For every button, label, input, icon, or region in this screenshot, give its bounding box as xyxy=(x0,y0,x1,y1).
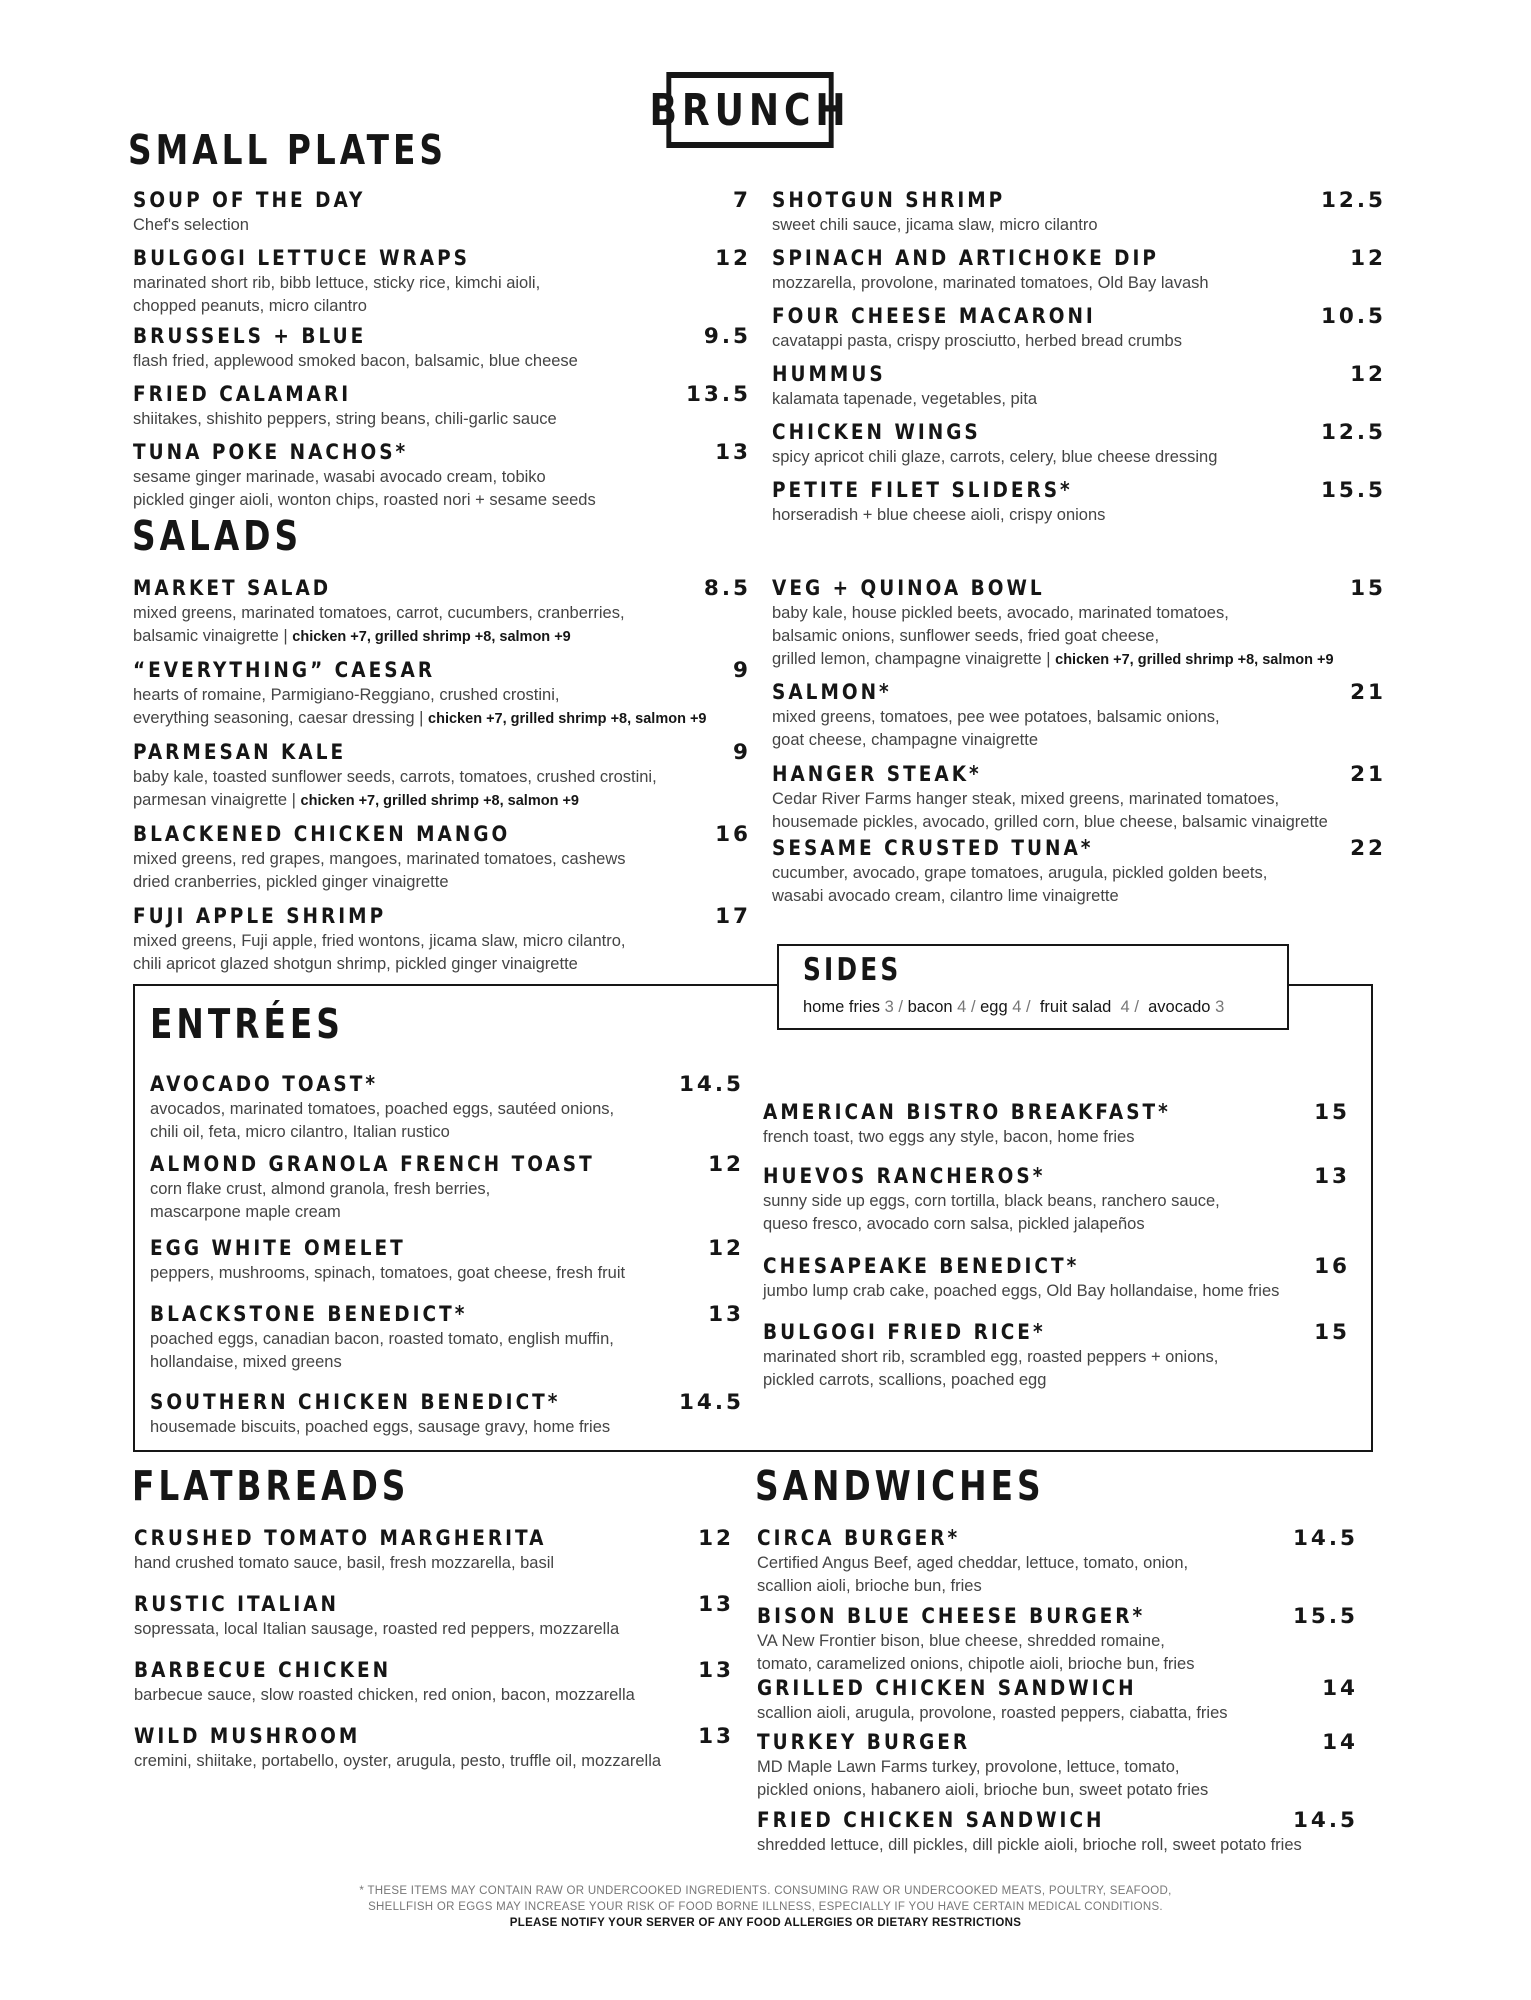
menu-item xyxy=(133,382,751,430)
menu-item-name: BRUSSELS + BLUE xyxy=(133,324,367,349)
menu-item-description: parmesan vinaigrette | chicken +7, grilled shrimp +8, salmon +9 xyxy=(133,791,579,809)
menu-item-description: baby kale, house pickled beets, avocado, marinated tomatoes, xyxy=(772,604,1229,622)
menu-item xyxy=(763,1320,1350,1391)
menu-item-description: french toast, two eggs any style, bacon, home fries xyxy=(763,1128,1135,1146)
menu-item-price: 12.5 xyxy=(1320,420,1386,445)
menu-item-name: ALMOND GRANOLA FRENCH TOAST xyxy=(150,1152,595,1177)
menu-item-description: pickled ginger aioli, wonton chips, roasted nori + sesame seeds xyxy=(133,491,596,509)
menu-item xyxy=(133,188,751,236)
menu-item xyxy=(133,576,751,648)
salads-heading: SALADS xyxy=(132,512,303,560)
menu-item-description: marinated short rib, bibb lettuce, sticky rice, kimchi aioli, xyxy=(133,274,541,292)
menu-item-description: shredded lettuce, dill pickles, dill pickle aioli, brioche roll, sweet potato fries xyxy=(757,1836,1302,1854)
menu-item-price: 12 xyxy=(698,1526,734,1551)
menu-item-name: SOUP OF THE DAY xyxy=(133,188,366,213)
menu-item-price: 15.5 xyxy=(1320,478,1386,503)
menu-item-name: CIRCA BURGER* xyxy=(757,1526,961,1551)
menu-item-description: Chef's selection xyxy=(133,216,249,234)
menu-item-price: 21 xyxy=(1350,762,1386,787)
footer-disclaimer xyxy=(0,1883,1531,1931)
menu-item-description: sweet chili sauce, jicama slaw, micro cilantro xyxy=(772,216,1098,234)
menu-item-name: BLACKENED CHICKEN MANGO xyxy=(133,822,511,847)
menu-item-description: wasabi avocado cream, cilantro lime vinaigrette xyxy=(772,887,1119,905)
menu-item-description: mozzarella, provolone, marinated tomatoes, Old Bay lavash xyxy=(772,274,1209,292)
menu-item-name: “EVERYTHING” CAESAR xyxy=(133,658,436,683)
menu-item-price: 13 xyxy=(708,1302,744,1327)
menu-item-description: pickled onions, habanero aioli, brioche bun, sweet potato fries xyxy=(757,1781,1209,1799)
menu-item-name: SHOTGUN SHRIMP xyxy=(772,188,1006,213)
menu-item-description: everything seasoning, caesar dressing | chicken +7, grilled shrimp +8, salmon +9 xyxy=(133,709,707,727)
menu-item-price: 12 xyxy=(708,1236,744,1261)
menu-item-description: hand crushed tomato sauce, basil, fresh mozzarella, basil xyxy=(134,1554,555,1572)
menu-item-name: FRIED CALAMARI xyxy=(133,382,352,407)
menu-item-price: 9 xyxy=(733,658,751,683)
menu-item xyxy=(772,680,1386,751)
menu-item-name: BULGOGI FRIED RICE* xyxy=(763,1320,1046,1345)
menu-item xyxy=(757,1604,1358,1675)
menu-item xyxy=(757,1526,1358,1597)
menu-item-price: 22 xyxy=(1350,836,1386,861)
menu-item-price: 16 xyxy=(715,822,751,847)
menu-item xyxy=(757,1730,1358,1801)
menu-item xyxy=(772,762,1386,833)
menu-item-name: RUSTIC ITALIAN xyxy=(134,1592,340,1617)
menu-item-description: mixed greens, Fuji apple, fried wontons, jicama slaw, micro cilantro, xyxy=(133,932,626,950)
footer-allergy-notice: PLEASE NOTIFY YOUR SERVER OF ANY FOOD ALLERGIES OR DIETARY RESTRICTIONS xyxy=(509,1917,1022,1929)
menu-item-price: 13 xyxy=(715,440,751,465)
menu-item-description: housemade pickles, avocado, grilled corn, blue cheese, balsamic vinaigrette xyxy=(772,813,1328,831)
menu-item-price: 13 xyxy=(698,1724,734,1749)
menu-item-description: baby kale, toasted sunflower seeds, carrots, tomatoes, crushed crostini, xyxy=(133,768,657,786)
menu-item-description: cavatappi pasta, crispy prosciutto, herbed bread crumbs xyxy=(772,332,1182,350)
menu-item-description: tomato, caramelized onions, chipotle aioli, brioche bun, fries xyxy=(757,1655,1195,1673)
menu-item-description: chili oil, feta, micro cilantro, Italian rustico xyxy=(150,1123,450,1141)
menu-item xyxy=(133,440,751,511)
menu-item-description: mixed greens, tomatoes, pee wee potatoes, balsamic onions, xyxy=(772,708,1220,726)
menu-item-name: WILD MUSHROOM xyxy=(134,1724,361,1749)
menu-item-name: BARBECUE CHICKEN xyxy=(134,1658,392,1683)
menu-item-description: corn flake crust, almond granola, fresh berries, xyxy=(150,1180,491,1198)
menu-item xyxy=(134,1526,734,1574)
sides-heading: SIDES xyxy=(803,952,902,988)
entrees-heading: ENTRÉES xyxy=(150,1000,344,1048)
menu-item-description: spicy apricot chili glaze, carrots, celery, blue cheese dressing xyxy=(772,448,1218,466)
menu-item-price: 9.5 xyxy=(703,324,751,349)
menu-item-name: MARKET SALAD xyxy=(133,576,332,601)
menu-item-description: MD Maple Lawn Farms turkey, provolone, lettuce, tomato, xyxy=(757,1758,1180,1776)
menu-item-description: queso fresco, avocado corn salsa, pickled jalapeños xyxy=(763,1215,1145,1233)
menu-item-name: CHESAPEAKE BENEDICT* xyxy=(763,1254,1080,1279)
menu-item-description: Cedar River Farms hanger steak, mixed greens, marinated tomatoes, xyxy=(772,790,1280,808)
menu-item-description: shiitakes, shishito peppers, string beans, chili-garlic sauce xyxy=(133,410,557,428)
menu-item-price: 14.5 xyxy=(678,1072,744,1097)
menu-item-description: avocados, marinated tomatoes, poached eggs, sautéed onions, xyxy=(150,1100,615,1118)
menu-item-name: AVOCADO TOAST* xyxy=(150,1072,379,1097)
menu-item xyxy=(772,246,1386,294)
menu-item-name: AMERICAN BISTRO BREAKFAST* xyxy=(763,1100,1171,1125)
menu-item-description: dried cranberries, pickled ginger vinaigrette xyxy=(133,873,449,891)
menu-item-name: SOUTHERN CHICKEN BENEDICT* xyxy=(150,1390,561,1415)
side-item: home fries 3 / xyxy=(803,998,903,1016)
footer-line: * THESE ITEMS MAY CONTAIN RAW OR UNDERCOOKED INGREDIENTS. CONSUMING RAW OR UNDERCOOKED MEATS, POULTRY, SEAFOOD, xyxy=(359,1885,1172,1897)
menu-item xyxy=(150,1302,744,1373)
menu-item xyxy=(134,1658,734,1706)
menu-item-price: 16 xyxy=(1314,1254,1350,1279)
menu-item-name: HUMMUS xyxy=(772,362,886,387)
menu-item-description: grilled lemon, champagne vinaigrette | chicken +7, grilled shrimp +8, salmon +9 xyxy=(772,650,1334,668)
side-item: fruit salad 4 / xyxy=(1039,998,1139,1016)
menu-item-price: 14 xyxy=(1322,1730,1358,1755)
sides-box xyxy=(777,944,1289,1030)
menu-item xyxy=(150,1072,744,1143)
menu-item xyxy=(763,1164,1350,1235)
menu-item xyxy=(133,904,751,975)
menu-item xyxy=(133,324,751,372)
menu-item-description: sopressata, local Italian sausage, roasted red peppers, mozzarella xyxy=(134,1620,620,1638)
menu-item xyxy=(772,576,1386,671)
menu-item-description: cremini, shiitake, portabello, oyster, arugula, pesto, truffle oil, mozzarella xyxy=(134,1752,662,1770)
menu-item-description: flash fried, applewood smoked bacon, balsamic, blue cheese xyxy=(133,352,578,370)
menu-item-price: 14.5 xyxy=(1292,1808,1358,1833)
menu-item-description: kalamata tapenade, vegetables, pita xyxy=(772,390,1038,408)
menu-item-description: pickled carrots, scallions, poached egg xyxy=(763,1371,1047,1389)
menu-item-description: chopped peanuts, micro cilantro xyxy=(133,297,367,315)
menu-item-description: hearts of romaine, Parmigiano-Reggiano, crushed crostini, xyxy=(133,686,560,704)
menu-item-description: jumbo lump crab cake, poached eggs, Old Bay hollandaise, home fries xyxy=(763,1282,1280,1300)
menu-item-price: 21 xyxy=(1350,680,1386,705)
menu-item xyxy=(772,362,1386,410)
menu-item-name: HANGER STEAK* xyxy=(772,762,982,787)
menu-item xyxy=(757,1808,1358,1856)
menu-item-name: FRIED CHICKEN SANDWICH xyxy=(757,1808,1105,1833)
menu-title: BRUNCH xyxy=(666,72,833,148)
menu-item-price: 12 xyxy=(1350,246,1386,271)
menu-item-description: balsamic vinaigrette | chicken +7, grilled shrimp +8, salmon +9 xyxy=(133,627,571,645)
menu-item-name: PARMESAN KALE xyxy=(133,740,347,765)
menu-item-price: 8.5 xyxy=(703,576,751,601)
menu-item-name: TURKEY BURGER xyxy=(757,1730,971,1755)
protein-addons: chicken +7, grilled shrimp +8, salmon +9 xyxy=(292,629,571,645)
menu-item-description: scallion aioli, brioche bun, fries xyxy=(757,1577,982,1595)
menu-item xyxy=(133,740,751,812)
menu-item-name: FOUR CHEESE MACARONI xyxy=(772,304,1096,329)
menu-item-price: 9 xyxy=(733,740,751,765)
menu-item-price: 12 xyxy=(715,246,751,271)
menu-item xyxy=(133,822,751,893)
menu-item-name: PETITE FILET SLIDERS* xyxy=(772,478,1073,503)
menu-item-description: housemade biscuits, poached eggs, sausage gravy, home fries xyxy=(150,1418,611,1436)
menu-item-description: poached eggs, canadian bacon, roasted tomato, english muffin, xyxy=(150,1330,614,1348)
menu-item-description: sunny side up eggs, corn tortilla, black beans, ranchero sauce, xyxy=(763,1192,1220,1210)
menu-item-name: EGG WHITE OMELET xyxy=(150,1236,406,1261)
menu-item-price: 13 xyxy=(698,1658,734,1683)
menu-item-name: BULGOGI LETTUCE WRAPS xyxy=(133,246,471,271)
menu-item-price: 14.5 xyxy=(1292,1526,1358,1551)
protein-addons: chicken +7, grilled shrimp +8, salmon +9 xyxy=(428,711,707,727)
menu-item-description: hollandaise, mixed greens xyxy=(150,1353,342,1371)
menu-item-name: FUJI APPLE SHRIMP xyxy=(133,904,387,929)
menu-item-name: SALMON* xyxy=(772,680,892,705)
menu-item-description: cucumber, avocado, grape tomatoes, arugula, pickled golden beets, xyxy=(772,864,1268,882)
sides-list xyxy=(803,998,1224,1017)
menu-item-price: 12 xyxy=(708,1152,744,1177)
menu-item-price: 15.5 xyxy=(1292,1604,1358,1629)
menu-item-description: peppers, mushrooms, spinach, tomatoes, goat cheese, fresh fruit xyxy=(150,1264,626,1282)
menu-item-description: balsamic onions, sunflower seeds, fried goat cheese, xyxy=(772,627,1160,645)
menu-item-price: 15 xyxy=(1314,1100,1350,1125)
flatbreads-heading: FLATBREADS xyxy=(132,1462,410,1510)
menu-item xyxy=(133,246,751,317)
menu-item-price: 14 xyxy=(1322,1676,1358,1701)
menu-item xyxy=(772,420,1386,468)
side-item: avocado 3 xyxy=(1148,998,1225,1016)
menu-item-name: GRILLED CHICKEN SANDWICH xyxy=(757,1676,1137,1701)
protein-addons: chicken +7, grilled shrimp +8, salmon +9 xyxy=(1055,652,1334,668)
menu-item-description: sesame ginger marinade, wasabi avocado cream, tobiko xyxy=(133,468,546,486)
menu-item-name: SPINACH AND ARTICHOKE DIP xyxy=(772,246,1159,271)
menu-item-description: scallion aioli, arugula, provolone, roasted peppers, ciabatta, fries xyxy=(757,1704,1228,1722)
menu-item-description: barbecue sauce, slow roasted chicken, red onion, bacon, mozzarella xyxy=(134,1686,635,1704)
menu-item xyxy=(772,478,1386,526)
menu-item-name: CHICKEN WINGS xyxy=(772,420,981,445)
menu-item-name: VEG + QUINOA BOWL xyxy=(772,576,1045,601)
menu-item xyxy=(772,836,1386,907)
menu-item-price: 17 xyxy=(715,904,751,929)
menu-item-price: 12.5 xyxy=(1320,188,1386,213)
menu-item-price: 13 xyxy=(698,1592,734,1617)
menu-item xyxy=(772,188,1386,236)
menu-item-price: 15 xyxy=(1350,576,1386,601)
menu-item-price: 7 xyxy=(733,188,751,213)
menu-item-description: marinated short rib, scrambled egg, roasted peppers + onions, xyxy=(763,1348,1219,1366)
menu-item xyxy=(150,1390,744,1438)
footer-line: SHELLFISH OR EGGS MAY INCREASE YOUR RISK OF FOOD BORNE ILLNESS, ESPECIALLY IF YOU HAVE CERTAIN MEDICAL CONDITIONS. xyxy=(368,1901,1163,1913)
menu-item-name: BLACKSTONE BENEDICT* xyxy=(150,1302,468,1327)
menu-item-name: HUEVOS RANCHEROS* xyxy=(763,1164,1046,1189)
side-item: bacon 4 / xyxy=(907,998,976,1016)
protein-addons: chicken +7, grilled shrimp +8, salmon +9 xyxy=(300,793,579,809)
menu-item xyxy=(763,1254,1350,1302)
menu-item-description: horseradish + blue cheese aioli, crispy onions xyxy=(772,506,1106,524)
small-plates-heading: SMALL PLATES xyxy=(128,126,448,174)
sandwiches-heading: SANDWICHES xyxy=(755,1462,1045,1510)
menu-item-name: BISON BLUE CHEESE BURGER* xyxy=(757,1604,1146,1629)
menu-item xyxy=(763,1100,1350,1148)
menu-item xyxy=(772,304,1386,352)
menu-item xyxy=(133,658,751,730)
side-item: egg 4 / xyxy=(980,998,1031,1016)
menu-item-description: chili apricot glazed shotgun shrimp, pickled ginger vinaigrette xyxy=(133,955,578,973)
menu-item-description: goat cheese, champagne vinaigrette xyxy=(772,731,1039,749)
menu-item xyxy=(134,1592,734,1640)
menu-item-description: Certified Angus Beef, aged cheddar, lettuce, tomato, onion, xyxy=(757,1554,1189,1572)
menu-item xyxy=(134,1724,734,1772)
menu-item-price: 15 xyxy=(1314,1320,1350,1345)
menu-item xyxy=(150,1236,744,1284)
menu-item-price: 12 xyxy=(1350,362,1386,387)
menu-item-price: 13 xyxy=(1314,1164,1350,1189)
menu-item xyxy=(150,1152,744,1223)
menu-item-description: mixed greens, marinated tomatoes, carrot, cucumbers, cranberries, xyxy=(133,604,625,622)
menu-item-price: 14.5 xyxy=(678,1390,744,1415)
menu-item xyxy=(757,1676,1358,1724)
menu-item-price: 13.5 xyxy=(685,382,751,407)
menu-item-name: CRUSHED TOMATO MARGHERITA xyxy=(134,1526,547,1551)
menu-item-name: TUNA POKE NACHOS* xyxy=(133,440,409,465)
menu-item-name: SESAME CRUSTED TUNA* xyxy=(772,836,1094,861)
menu-item-description: mixed greens, red grapes, mangoes, marinated tomatoes, cashews xyxy=(133,850,626,868)
menu-item-price: 10.5 xyxy=(1320,304,1386,329)
menu-item-description: VA New Frontier bison, blue cheese, shredded romaine, xyxy=(757,1632,1165,1650)
menu-item-description: mascarpone maple cream xyxy=(150,1203,341,1221)
